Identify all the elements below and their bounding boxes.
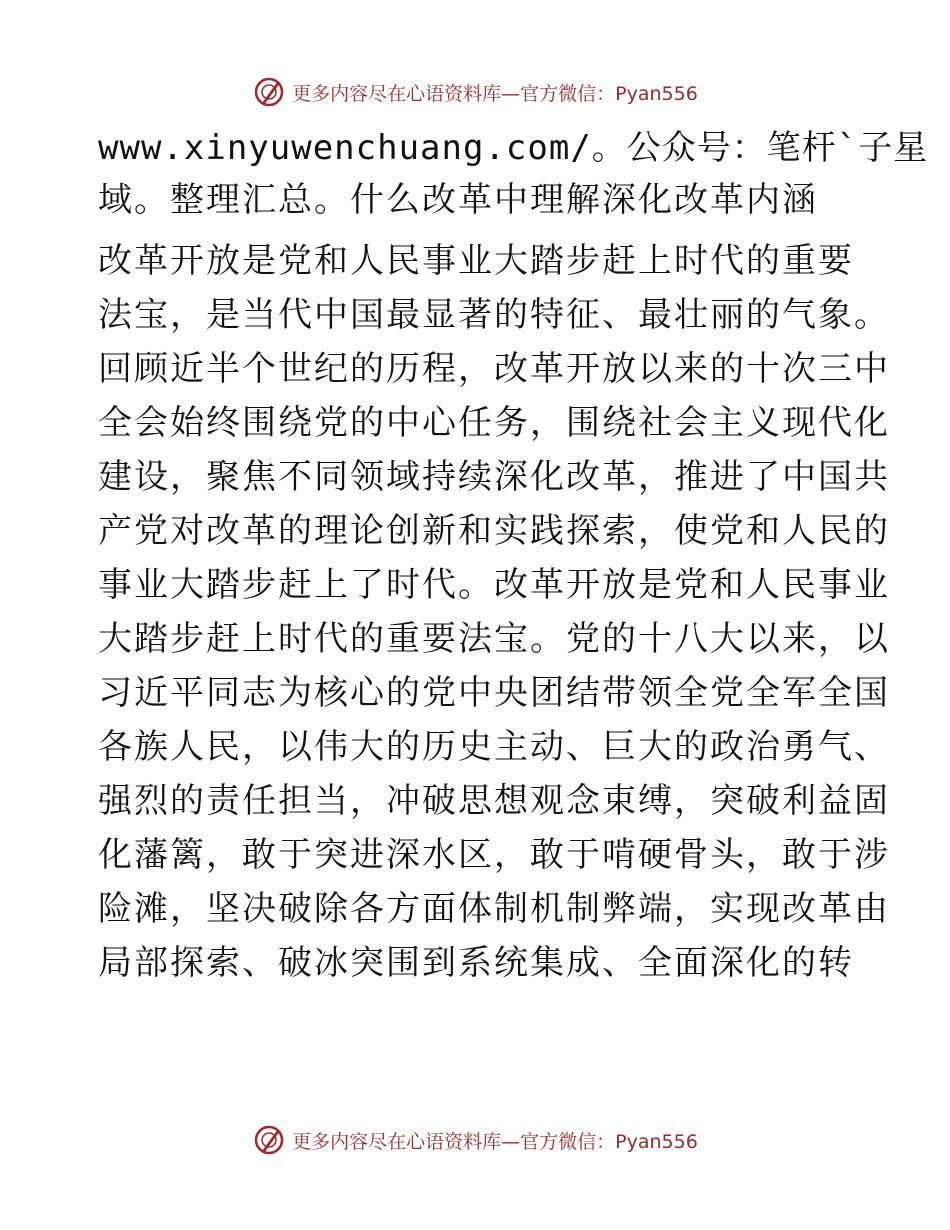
paragraph-line: 建设，聚焦不同领域持续深化改革，推进了中国共 — [98, 457, 890, 497]
paragraph-line: 强烈的责任担当，冲破思想观念束缚，突破利益固 — [98, 781, 890, 821]
paragraph-line: 改革开放是党和人民事业大踏步赶上时代的重要 — [98, 241, 854, 281]
paragraph-line: 险滩，坚决破除各方面体制机制弊端，实现改革由 — [98, 889, 890, 929]
quill-seal-icon — [252, 75, 286, 109]
paragraph-line: 产党对改革的理论创新和实践探索，使党和人民的 — [98, 511, 890, 551]
paragraph-line: 大踏步赶上时代的重要法宝。党的十八大以来，以 — [98, 619, 890, 659]
paragraph-line: 法宝，是当代中国最显著的特征、最壮丽的气象。 — [98, 295, 890, 335]
banner-text: 更多内容尽在心语资料库—官方微信：Pyan556 — [292, 82, 698, 105]
paragraph-line: 回顾近半个世纪的历程，改革开放以来的十次三中 — [98, 349, 890, 389]
banner-text: 更多内容尽在心语资料库—官方微信：Pyan556 — [292, 1130, 698, 1153]
paragraph-line: 化藩篱，敢于突进深水区，敢于啃硬骨头，敢于涉 — [98, 835, 890, 875]
paragraph-line: 事业大踏步赶上了时代。改革开放是党和人民事业 — [98, 565, 890, 605]
paragraph-line: 各族人民，以伟大的历史主动、巨大的政治勇气、 — [98, 727, 890, 767]
footer-banner — [0, 1120, 950, 1160]
paragraph-line: 局部探索、破冰突围到系统集成、全面深化的转 — [98, 943, 854, 983]
intro-line-2: 域。整理汇总。什么改革中理解深化改革内涵 — [98, 180, 818, 220]
paragraph-line: 全会始终围绕党的中心任务，围绕社会主义现代化 — [98, 403, 890, 443]
paragraph-line: 习近平同志为核心的党中央团结带领全党全军全国 — [98, 673, 890, 713]
quill-seal-icon — [252, 1123, 286, 1157]
document-body — [98, 122, 929, 990]
header-banner — [0, 72, 950, 112]
intro-line-1: www.xinyuwenchuang.com/。公众号：笔杆`子星 — [98, 128, 929, 168]
